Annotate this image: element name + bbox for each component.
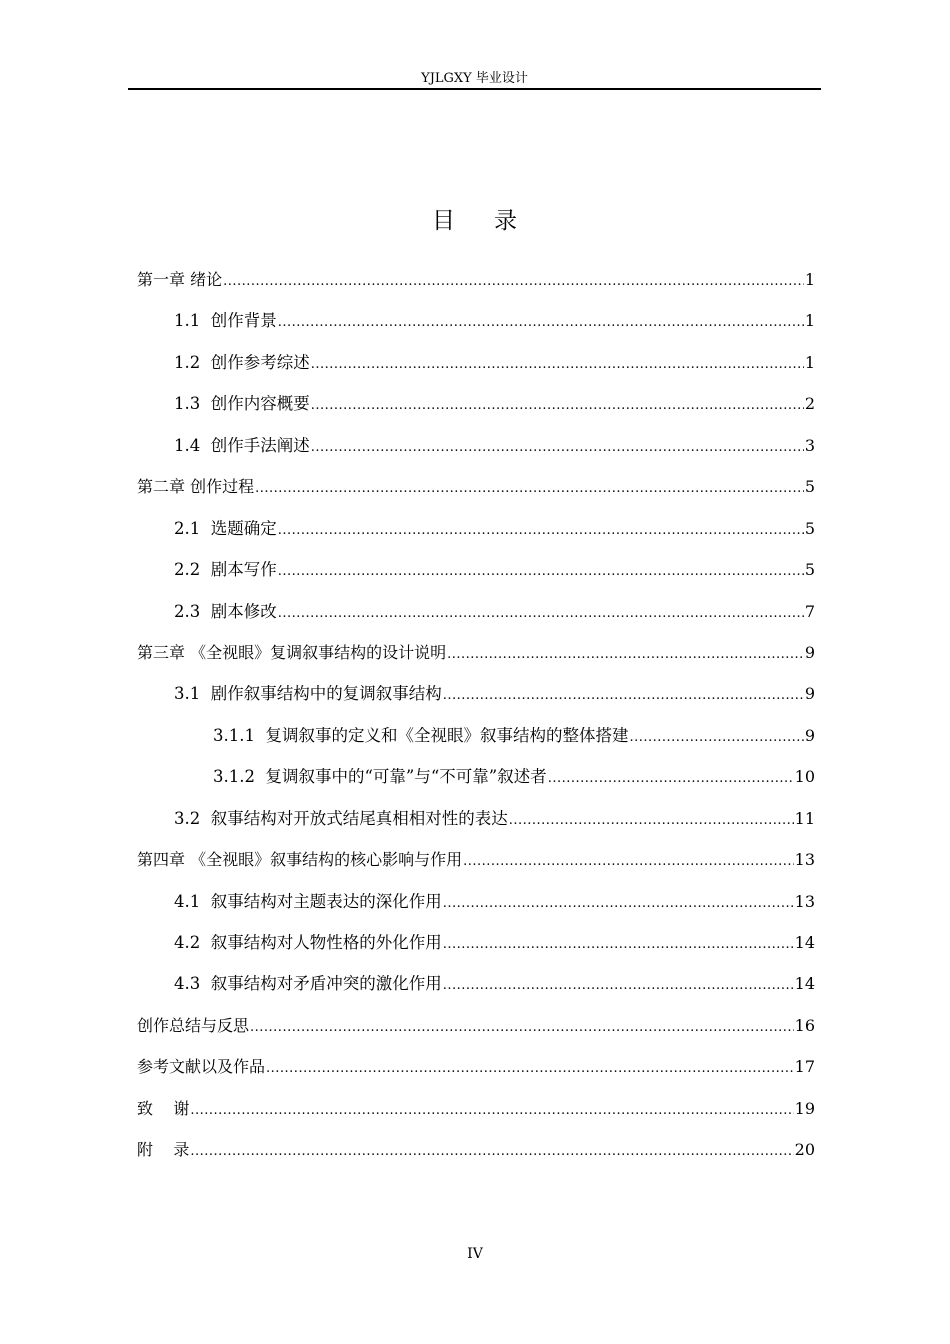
toc-entry[interactable]: 3.2 叙事结构对开放式结尾真相相对性的表达 ..... 11 [137, 805, 815, 833]
toc-entry[interactable] [137, 266, 815, 294]
dot-leader [509, 807, 794, 835]
toc-entry-page: 3 [804, 436, 815, 455]
toc-entry-page: 14 [794, 933, 815, 952]
dot-leader [443, 972, 794, 1000]
dot-leader [463, 848, 794, 876]
toc-entry-label: 叙事结构对人物性格的外化作用 [210, 933, 442, 952]
toc-entry-page: 16 [794, 1016, 815, 1035]
dot-leader [311, 434, 804, 462]
toc-entry-label: 第四章 《全视眼》叙事结构的核心影响与作用 [137, 850, 463, 869]
running-header: YJLGXY 毕业设计 [421, 71, 528, 86]
toc-entry-page: 1 [804, 353, 815, 372]
toc-title [0, 202, 950, 235]
dot-leader [255, 475, 804, 503]
toc-entry-page: 10 [794, 767, 815, 786]
toc-entry[interactable]: 1.1 创作背景 ..... 1 [137, 307, 815, 335]
dot-leader [278, 517, 804, 545]
toc-entry-label: 致 谢 [137, 1099, 190, 1118]
toc-entry-page: 5 [804, 477, 815, 496]
toc-entry-page: 9 [804, 684, 815, 703]
dot-leader [443, 682, 804, 710]
toc-entry[interactable]: 1.3 创作内容概要 ..... 2 [137, 390, 815, 418]
toc-entry-page: 2 [804, 394, 815, 413]
toc-entry-label: 选题确定 [210, 519, 277, 538]
toc-entry-page: 1 [804, 270, 815, 289]
toc-entry-label: 创作背景 [210, 311, 277, 330]
toc-entry[interactable]: 2.3 剧本修改 ..... 7 [137, 598, 815, 626]
toc-entry-label: 创作总结与反思 [137, 1016, 250, 1035]
dot-leader [548, 765, 794, 793]
toc-entry-page: 20 [794, 1140, 815, 1159]
dot-leader [278, 558, 804, 586]
toc-entry-label: 附 录 [137, 1140, 190, 1159]
toc-entry-page: 14 [794, 974, 815, 993]
toc-title-char-2: 录 [494, 208, 518, 234]
toc-entry-page: 5 [804, 519, 815, 538]
toc-entry[interactable]: 2.2 剧本写作 ..... 5 [137, 556, 815, 584]
header-rule [128, 88, 821, 90]
dot-leader [266, 1055, 794, 1083]
toc-entry-page: 13 [794, 850, 815, 869]
toc-entry-page: 7 [804, 602, 815, 621]
toc-entry-page: 19 [794, 1099, 815, 1118]
dot-leader [278, 600, 804, 628]
toc-entry-label: 叙事结构对主题表达的深化作用 [210, 892, 442, 911]
toc-entry[interactable] [137, 1053, 815, 1081]
dot-leader [443, 931, 794, 959]
toc-entry-label: 剧本修改 [210, 602, 277, 621]
toc-entry-label: 创作参考综述 [210, 353, 310, 372]
toc-entry[interactable] [137, 846, 815, 874]
toc-title-char-1: 目 [432, 208, 456, 234]
dot-leader [443, 890, 794, 918]
dot-leader [311, 351, 804, 379]
toc-entry[interactable] [137, 639, 815, 667]
toc-entry-label: 第二章 创作过程 [137, 477, 255, 496]
toc-entry-page: 9 [804, 643, 815, 662]
toc-entry[interactable]: 3.1.1 复调叙事的定义和《全视眼》叙事结构的整体搭建 ..... 9 [137, 722, 815, 750]
dot-leader [447, 641, 804, 669]
toc-entry-label: 创作内容概要 [210, 394, 310, 413]
toc-entry[interactable]: 4.2 叙事结构对人物性格的外化作用 ..... 14 [137, 929, 815, 957]
dot-leader [190, 1097, 793, 1125]
toc-entry-page: 11 [794, 809, 815, 828]
toc-entry[interactable] [137, 1095, 815, 1123]
dot-leader [250, 1014, 794, 1042]
toc-entry[interactable] [137, 1012, 815, 1040]
toc-entry-label: 剧本写作 [210, 560, 277, 579]
toc-entry-label: 复调叙事中的“可靠”与“不可靠”叙述者 [265, 767, 547, 786]
toc-entry-page: 9 [804, 726, 815, 745]
toc-entry-label: 第三章 《全视眼》复调叙事结构的设计说明 [137, 643, 447, 662]
toc-entry[interactable]: 3.1.2 复调叙事中的“可靠”与“不可靠”叙述者 ..... 10 [137, 763, 815, 791]
toc-entry[interactable]: 4.3 叙事结构对矛盾冲突的激化作用 ..... 14 [137, 970, 815, 998]
dot-leader [629, 724, 803, 752]
toc-entry-page: 13 [794, 892, 815, 911]
toc-entry-label: 第一章 绪论 [137, 270, 223, 289]
page-number: IV [467, 1246, 483, 1262]
dot-leader [190, 1138, 793, 1166]
toc-entry[interactable] [137, 473, 815, 501]
toc-entry-label: 剧作叙事结构中的复调叙事结构 [210, 684, 442, 703]
toc-entry[interactable] [137, 1136, 815, 1164]
toc-entry-page: 1 [804, 311, 815, 330]
dot-leader [278, 309, 804, 337]
dot-leader [311, 392, 804, 420]
toc-entry-label: 复调叙事的定义和《全视眼》叙事结构的整体搭建 [265, 726, 629, 745]
toc-entry[interactable]: 4.1 叙事结构对主题表达的深化作用 ..... 13 [137, 888, 815, 916]
dot-leader [223, 268, 804, 296]
toc-entry-label: 叙事结构对矛盾冲突的激化作用 [210, 974, 442, 993]
toc-entry[interactable]: 2.1 选题确定 ..... 5 [137, 515, 815, 543]
toc-entry-page: 17 [794, 1057, 815, 1076]
toc-entry-label: 叙事结构对开放式结尾真相相对性的表达 [210, 809, 508, 828]
toc-entry-label: 创作手法阐述 [210, 436, 310, 455]
toc-entry-label: 参考文献以及作品 [137, 1057, 266, 1076]
toc-entry-page: 5 [804, 560, 815, 579]
toc-entry[interactable]: 1.4 创作手法阐述 ..... 3 [137, 432, 815, 460]
toc-entry[interactable]: 1.2 创作参考综述 ..... 1 [137, 349, 815, 377]
toc-entry[interactable]: 3.1 剧作叙事结构中的复调叙事结构 ..... 9 [137, 680, 815, 708]
